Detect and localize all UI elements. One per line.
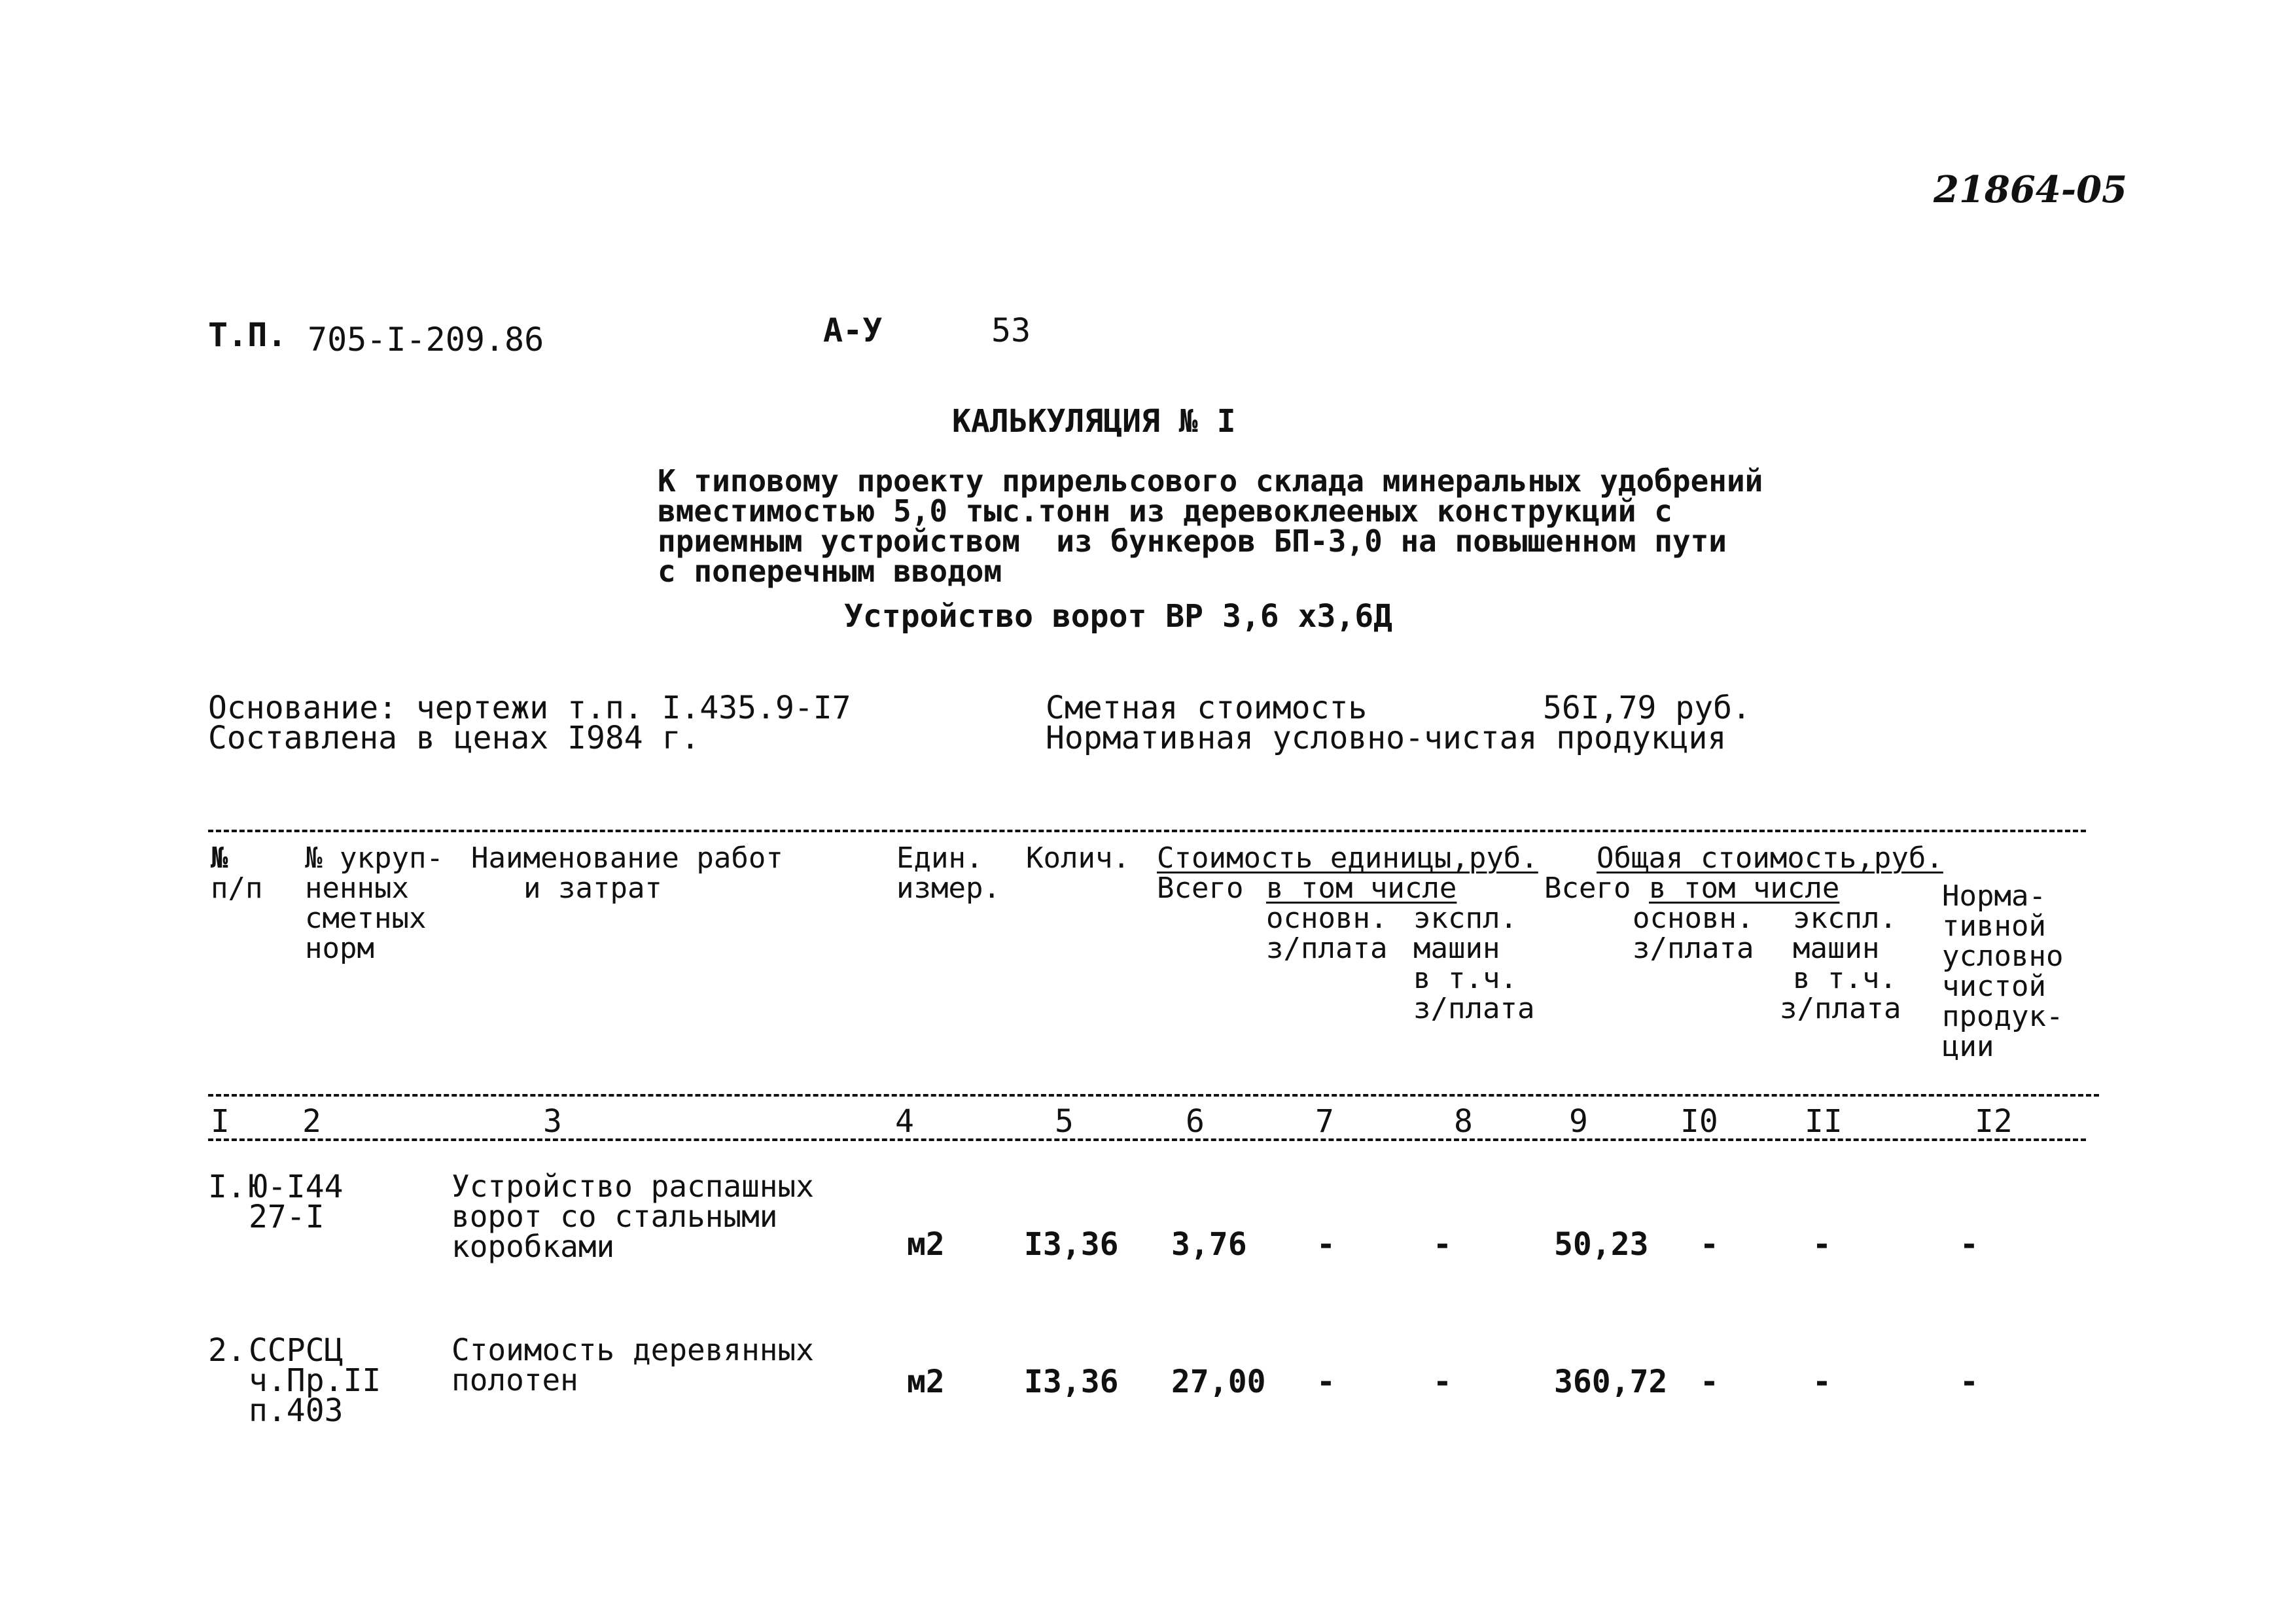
row2-name-line1: Стоимость деревянных [451, 1332, 814, 1367]
colnum-11: II [1805, 1103, 1843, 1140]
row2-unit-total: 27,00 [1171, 1364, 1266, 1400]
col12-header-line5: продук- [1942, 1000, 2064, 1033]
handwritten-stamp: 21864-05 [1934, 168, 2127, 211]
col3-header-line1: Наименование работ [471, 841, 783, 875]
col12-header-line4: чистой [1942, 970, 2046, 1003]
row1-name-line1: Устройство распашных [451, 1169, 814, 1204]
row1-norm-product: - [1960, 1226, 1979, 1263]
row2-quantity: I3,36 [1024, 1364, 1119, 1400]
basis-line: Основание: чертежи т.п. I.435.9-I7 [208, 690, 851, 726]
prices-year-line: Составлена в ценах I984 г. [208, 720, 700, 756]
colnum-4: 4 [895, 1103, 914, 1140]
row1-total: 50,23 [1554, 1226, 1649, 1263]
row2-unit: м2 [907, 1364, 945, 1400]
row2-norm-line2: ч.Пр.II [249, 1362, 381, 1399]
row2-total-machine: - [1812, 1364, 1831, 1400]
header-bottom-rule [208, 1094, 2099, 1097]
row1-norm-line2: 27-I [249, 1199, 325, 1235]
unit-cost-group-header: Стоимость единицы,руб. [1157, 841, 1538, 875]
col12-header-line2: тивной [1942, 909, 2046, 943]
document-title: КАЛЬКУЛЯЦИЯ № I [952, 403, 1236, 440]
row2-unit-base-pay: - [1316, 1364, 1335, 1400]
row1-name-line3: коробками [451, 1229, 615, 1264]
colnum-1: I [211, 1103, 230, 1140]
colnum-8: 8 [1454, 1103, 1473, 1140]
row2-norm-product: - [1960, 1364, 1979, 1400]
row1-norm-line1: Ю-I44 [249, 1169, 344, 1205]
col9-header: Всего [1544, 872, 1631, 905]
colnum-5: 5 [1055, 1103, 1074, 1140]
row2-name-line2: полотен [451, 1362, 578, 1398]
unit-including-header: в том числе [1266, 872, 1457, 905]
col10-header-line1: основн. [1633, 902, 1754, 935]
colnum-7: 7 [1315, 1103, 1334, 1140]
col7-header-line2: з/плата [1266, 932, 1388, 965]
album-code: А-У [823, 311, 883, 349]
col11-header-line2: машин [1793, 932, 1880, 965]
row2-total: 360,72 [1554, 1364, 1668, 1400]
row1-unit-machine: - [1433, 1226, 1452, 1263]
col10-header-line2: з/плата [1633, 932, 1754, 965]
col11-header-line4: з/плата [1780, 992, 1901, 1025]
colnum-12: I2 [1975, 1103, 2013, 1140]
row1-quantity: I3,36 [1024, 1226, 1119, 1263]
normative-product-label: Нормативная условно-чистая продукция [1046, 720, 1727, 756]
col12-header-line6: ции [1942, 1030, 1994, 1063]
colnum-9: 9 [1569, 1103, 1588, 1140]
row2-unit-machine: - [1433, 1364, 1452, 1400]
row2-norm-line3: п.403 [249, 1392, 344, 1429]
col2-header-line3: сметных [305, 902, 427, 935]
colnum-10: I0 [1680, 1103, 1718, 1140]
colnum-3: 3 [543, 1103, 562, 1140]
colnum-6: 6 [1186, 1103, 1205, 1140]
total-including-header: в том числе [1649, 872, 1840, 905]
col3-header-line2: и затрат [523, 872, 662, 905]
column-numbers-rule [208, 1138, 2086, 1141]
col2-header-line1: № укруп- [305, 841, 444, 875]
col12-header-line3: условно [1942, 940, 2064, 973]
row1-total-base-pay: - [1700, 1226, 1719, 1263]
col6-header: Всего [1157, 872, 1244, 905]
col2-header-line4: норм [305, 932, 374, 965]
row1-total-machine: - [1812, 1226, 1831, 1263]
description-line-4: с поперечным вводом [658, 554, 1002, 589]
row1-number: I. [208, 1169, 246, 1205]
col1-header-line1: № [211, 841, 228, 875]
estimated-cost-label: Сметная стоимость [1046, 690, 1368, 726]
row2-number: 2. [208, 1332, 246, 1369]
col1-header-line2: п/п [211, 872, 263, 905]
tp-label: Т.П. [208, 316, 287, 354]
colnum-2: 2 [302, 1103, 321, 1140]
subtitle: Устройство ворот ВР 3,6 х3,6Д [844, 598, 1393, 635]
col11-header-line1: экспл. [1793, 902, 1897, 935]
col8-header-line2: машин [1413, 932, 1500, 965]
description-line-2: вместимостью 5,0 тыс.тонн из деревоклееных конструкций с [658, 493, 1672, 529]
col2-header-line2: ненных [305, 872, 409, 905]
col8-header-line1: экспл. [1413, 902, 1517, 935]
description-line-1: К типовому проекту прирельсового склада минеральных удобрений [658, 463, 1763, 499]
page-number: 53 [991, 311, 1031, 349]
row2-norm-line1: ССРСЦ [249, 1332, 344, 1369]
total-cost-group-header: Общая стоимость,руб. [1597, 841, 1943, 875]
row1-unit-total: 3,76 [1171, 1226, 1247, 1263]
col5-header: Колич. [1026, 841, 1130, 875]
row2-total-base-pay: - [1700, 1364, 1719, 1400]
col4-header-line1: Един. [896, 841, 983, 875]
table-top-rule [208, 830, 2086, 832]
estimated-cost-value: 56I,79 руб. [1543, 690, 1751, 726]
col7-header-line1: основн. [1266, 902, 1388, 935]
col8-header-line3: в т.ч. [1413, 962, 1517, 995]
col8-header-line4: з/плата [1413, 992, 1535, 1025]
col4-header-line2: измер. [896, 872, 1000, 905]
col12-header-line1: Норма- [1942, 879, 2046, 913]
project-code: 705-I-209.86 [308, 321, 544, 359]
description-line-3: приемным устройством из бункеров БП-3,0 на повышенном пути [658, 523, 1727, 559]
col11-header-line3: в т.ч. [1793, 962, 1897, 995]
row1-unit: м2 [907, 1226, 945, 1263]
row1-name-line2: ворот со стальными [451, 1199, 778, 1234]
row1-unit-base-pay: - [1316, 1226, 1335, 1263]
